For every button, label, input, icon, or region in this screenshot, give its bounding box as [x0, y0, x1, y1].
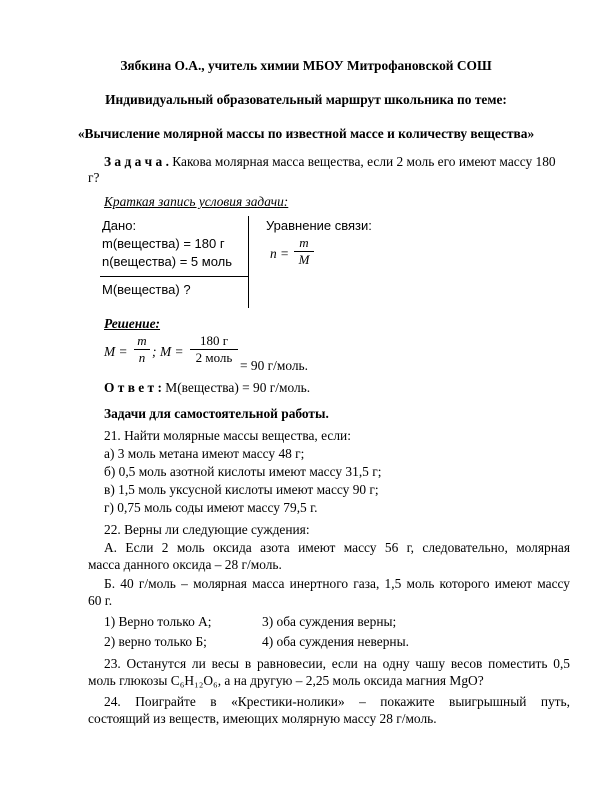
solution-f2-numerator: 180 г	[199, 333, 229, 348]
solution-f1-lhs: M =	[104, 344, 128, 359]
author-line: Зябкина О.А., учитель химии МБОУ Митрофановской СОШ	[120, 58, 492, 73]
answer-text: M(вещества) = 90 г/моль.	[161, 380, 311, 395]
solution-f2-denominator: 2 моль	[195, 350, 233, 365]
task-text-cont: г?	[88, 170, 100, 185]
given-amount: n(вещества) = 5 моль	[102, 254, 232, 269]
given-table	[100, 216, 410, 308]
solution-result: = 90 г/моль.	[240, 358, 308, 373]
task-label: З а д а ч а .	[104, 154, 169, 169]
q22-option-2: 2) верно только Б;	[104, 634, 207, 649]
task-text: Какова молярная масса вещества, если 2 моль его имеют массу 180	[168, 154, 556, 169]
given-vertical-divider	[248, 216, 249, 308]
q22-option-4: 4) оба суждения неверны.	[262, 634, 409, 649]
equation-denominator: M	[298, 252, 310, 267]
route-heading: Индивидуальный образовательный маршрут школьника по теме:	[105, 92, 507, 107]
solution-f1-denominator: n	[138, 350, 146, 365]
task-statement	[104, 154, 556, 170]
q24-line1: 24. Поиграйте в «Крестики-нолики» – покажите выигрышный путь,	[104, 694, 570, 709]
q23-line1: 23. Останутся ли весы в равновесии, если на одну чашу весов поместить 0,5	[104, 656, 570, 671]
solution-separator: ;	[152, 344, 157, 359]
short-record-title: Краткая запись условия задачи:	[104, 194, 289, 209]
q22-a-line1: А. Если 2 моль оксида азота имеют массу 56 г, следовательно, молярная	[104, 540, 570, 555]
equation-label: Уравнение связи:	[266, 218, 372, 233]
q24-line2: состоящий из веществ, имеющих молярную массу 28 г/моль.	[88, 711, 437, 726]
given-divider	[100, 276, 248, 277]
q23-line2: моль глюкозы C₆H₁₂O₆, а на другую – 2,25 моль оксида магния MgO?	[88, 673, 484, 688]
q21-b: б) 0,5 моль азотной кислоты имеют массу 31,5 г;	[104, 464, 382, 479]
solution-f2-lhs: M =	[160, 344, 184, 359]
given-label: Дано:	[102, 218, 137, 233]
q22: 22. Верны ли следующие суждения:	[104, 522, 310, 537]
q22-option-1: 1) Верно только А;	[104, 614, 212, 629]
q22-option-3: 3) оба суждения верны;	[262, 614, 397, 629]
equation-numerator: m	[299, 235, 309, 250]
topic-heading: «Вычисление молярной массы по известной массе и количеству вещества»	[77, 126, 535, 141]
given-mass: m(вещества) = 180 г	[102, 236, 225, 251]
q21-c: в) 1,5 моль уксусной кислоты имеют массу 90 г;	[104, 482, 379, 497]
q22-b-line1: Б. 40 г/моль – молярная масса инертного газа, 1,5 моль которого имеют массу	[104, 576, 570, 591]
q22-b-line2: 60 г.	[88, 593, 113, 608]
q21-a: а) 3 моль метана имеют массу 48 г;	[104, 446, 305, 461]
q22-a-line2: масса данного оксида – 28 г/моль.	[88, 557, 282, 572]
q21: 21. Найти молярные массы вещества, если:	[104, 428, 351, 443]
solution-f2-fraction	[190, 334, 238, 365]
solution-f1-numerator: m	[137, 333, 147, 348]
answer-line	[104, 380, 310, 396]
solution-f1-fraction	[134, 334, 150, 365]
solution-title: Решение:	[104, 316, 161, 331]
q21-d: г) 0,75 моль соды имеют массу 79,5 г.	[104, 500, 318, 515]
equation-fraction	[294, 236, 314, 267]
equation-lhs: n =	[270, 246, 290, 261]
answer-label: О т в е т :	[104, 380, 162, 395]
self-work-title: Задачи для самостоятельной работы.	[104, 406, 329, 421]
find-line: M(вещества) ?	[102, 282, 191, 297]
